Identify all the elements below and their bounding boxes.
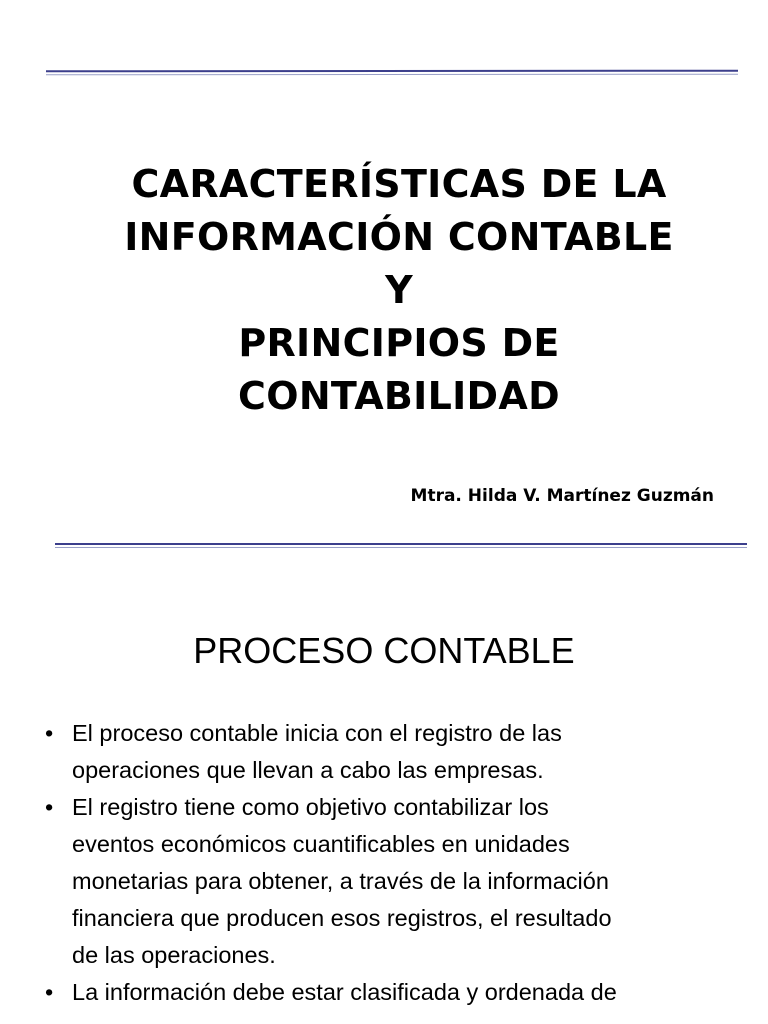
top-divider-line [46, 70, 738, 73]
bullet-item-2 [45, 789, 725, 974]
bullet-icon: • [45, 794, 54, 820]
bullet-item-1 [45, 715, 725, 789]
bullet-1-line-1: El proceso contable inicia con el registro de las [72, 720, 562, 746]
bullet-icon: • [45, 720, 54, 746]
bullet-2-line-2: eventos económicos cuantificables en unidades [72, 831, 570, 857]
bullet-2-line-5: de las operaciones. [72, 942, 276, 968]
bullet-2-line-3: monetarias para obtener, a través de la información [72, 868, 609, 894]
title-line-1: CARACTERÍSTICAS DE LA [131, 162, 667, 206]
title-line-2: INFORMACIÓN CONTABLE [124, 215, 674, 259]
section-heading: PROCESO CONTABLE [193, 630, 575, 671]
bullet-3-line-1: La información debe estar clasificada y ordenada de [72, 979, 617, 1005]
bottom-divider-line [55, 543, 747, 545]
bullet-2-line-1: El registro tiene como objetivo contabilizar los [72, 794, 549, 820]
slide-title [0, 158, 768, 423]
bullet-1-line-2: operaciones que llevan a cabo las empresas. [72, 757, 544, 783]
author-name: Mtra. Hilda V. Martínez Guzmán [410, 486, 714, 506]
bullet-list [45, 715, 725, 1011]
bullet-icon: • [45, 979, 54, 1005]
title-line-5: CONTABILIDAD [238, 374, 560, 418]
title-line-4: PRINCIPIOS DE [238, 321, 560, 365]
bullet-2-line-4: financiera que producen esos registros, el resultado [72, 905, 612, 931]
title-line-3: Y [385, 268, 413, 312]
bullet-item-3 [45, 974, 725, 1011]
